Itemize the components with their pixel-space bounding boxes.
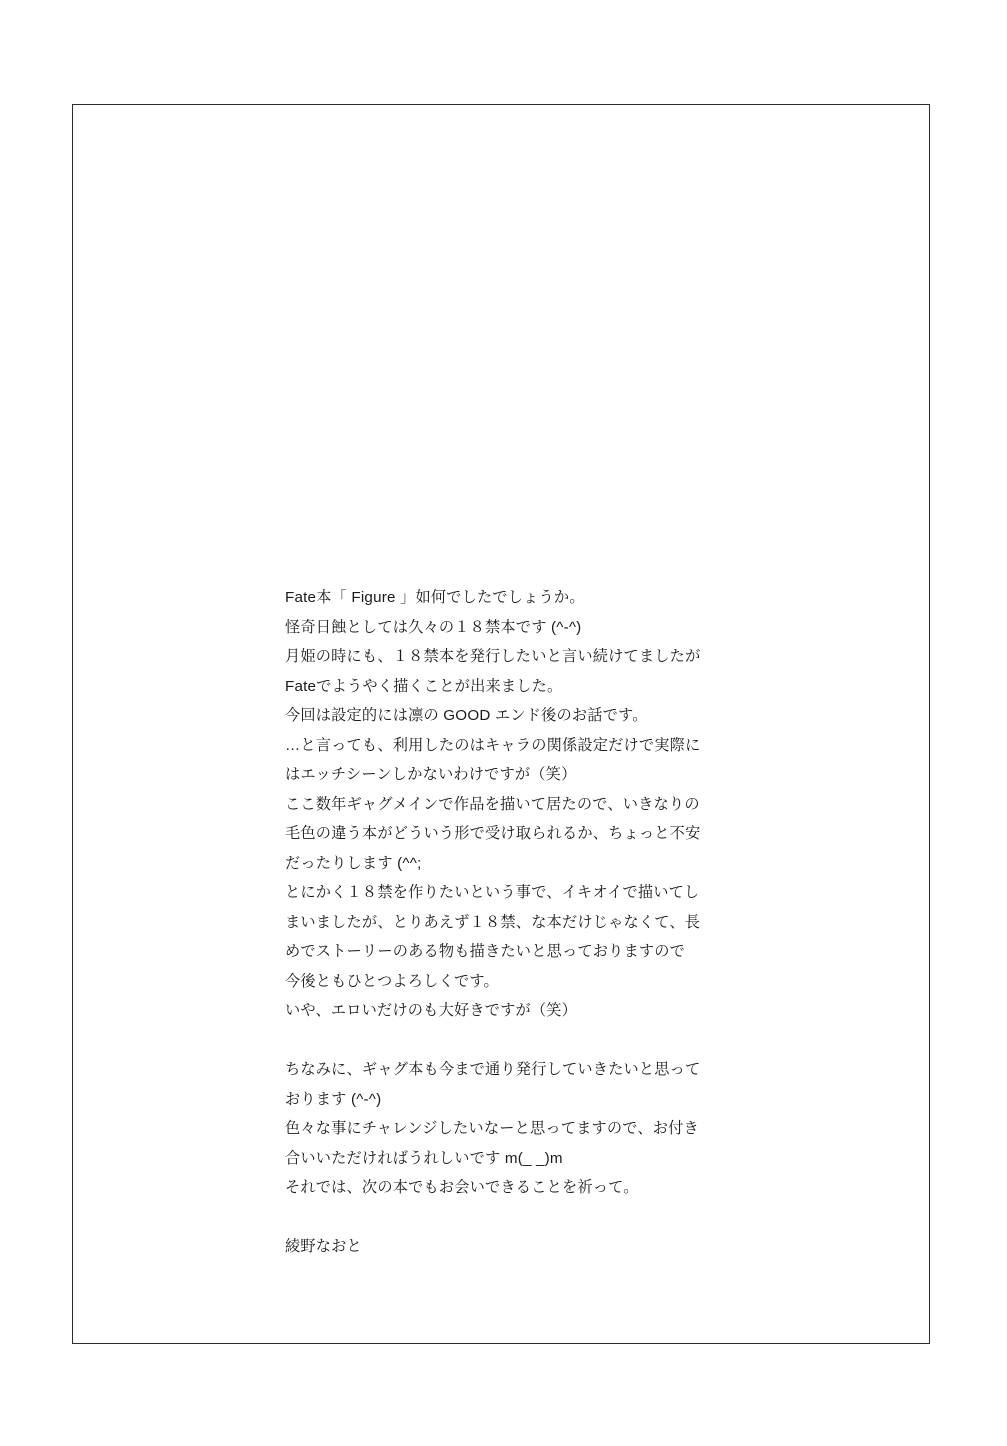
afterword-line: いや、エロいだけのも大好きですが（笑）	[285, 1002, 578, 1019]
afterword-paragraph-2	[285, 1055, 805, 1203]
afterword-line: 色々な事にチャレンジしたいなーと思ってますので、お付き	[285, 1120, 699, 1137]
page-border	[72, 104, 930, 1344]
afterword-line: それでは、次の本でもお会いできることを祈って。	[285, 1179, 639, 1196]
afterword-line: Fateでようやく描くことが出来ました。	[285, 677, 563, 695]
paragraph-spacer	[285, 1026, 805, 1056]
afterword-line: はエッチシーンしかないわけですが（笑）	[285, 766, 577, 783]
afterword-paragraph-1	[285, 583, 805, 1026]
afterword-text-block	[285, 583, 805, 1262]
afterword-line: 怪奇日蝕としては久々の１８禁本です (^-^)	[285, 618, 582, 636]
signature-spacer	[285, 1203, 805, 1233]
afterword-line: とにかく１８禁を作りたいという事で、イキオイで描いてし	[285, 884, 700, 901]
afterword-line: 合いいただければうれしいです m(_ _)m	[285, 1149, 563, 1167]
afterword-line: ちなみに、ギャグ本も今まで通り発行していきたいと思って	[285, 1061, 701, 1078]
afterword-line: 今後ともひとつよろしくです。	[285, 972, 499, 990]
afterword-line: …と言っても、利用したのはキャラの関係設定だけで実際に	[285, 736, 701, 754]
afterword-line: ここ数年ギャグメインで作品を描いて居たので、いきなりの	[285, 795, 700, 813]
afterword-line: 月姫の時にも、１８禁本を発行したいと言い続けてましたが	[285, 648, 701, 665]
afterword-line: だったりします (^^;	[285, 854, 422, 872]
afterword-line: まいましたが、とりあえず１８禁、な本だけじゃなくて、長	[285, 913, 701, 931]
afterword-line: めでストーリーのある物も描きたいと思っておりますので	[285, 943, 686, 960]
afterword-line: Fate本「 Figure 」如何でしたでしょうか。	[285, 589, 585, 606]
afterword-line: 毛色の違う本がどういう形で受け取られるか、ちょっと不安	[285, 825, 701, 842]
afterword-line: 今回は設定的には凛の GOOD エンド後のお話です。	[285, 707, 648, 724]
author-signature: 綾野なおと	[285, 1238, 362, 1255]
afterword-line: おります (^-^)	[285, 1090, 382, 1108]
